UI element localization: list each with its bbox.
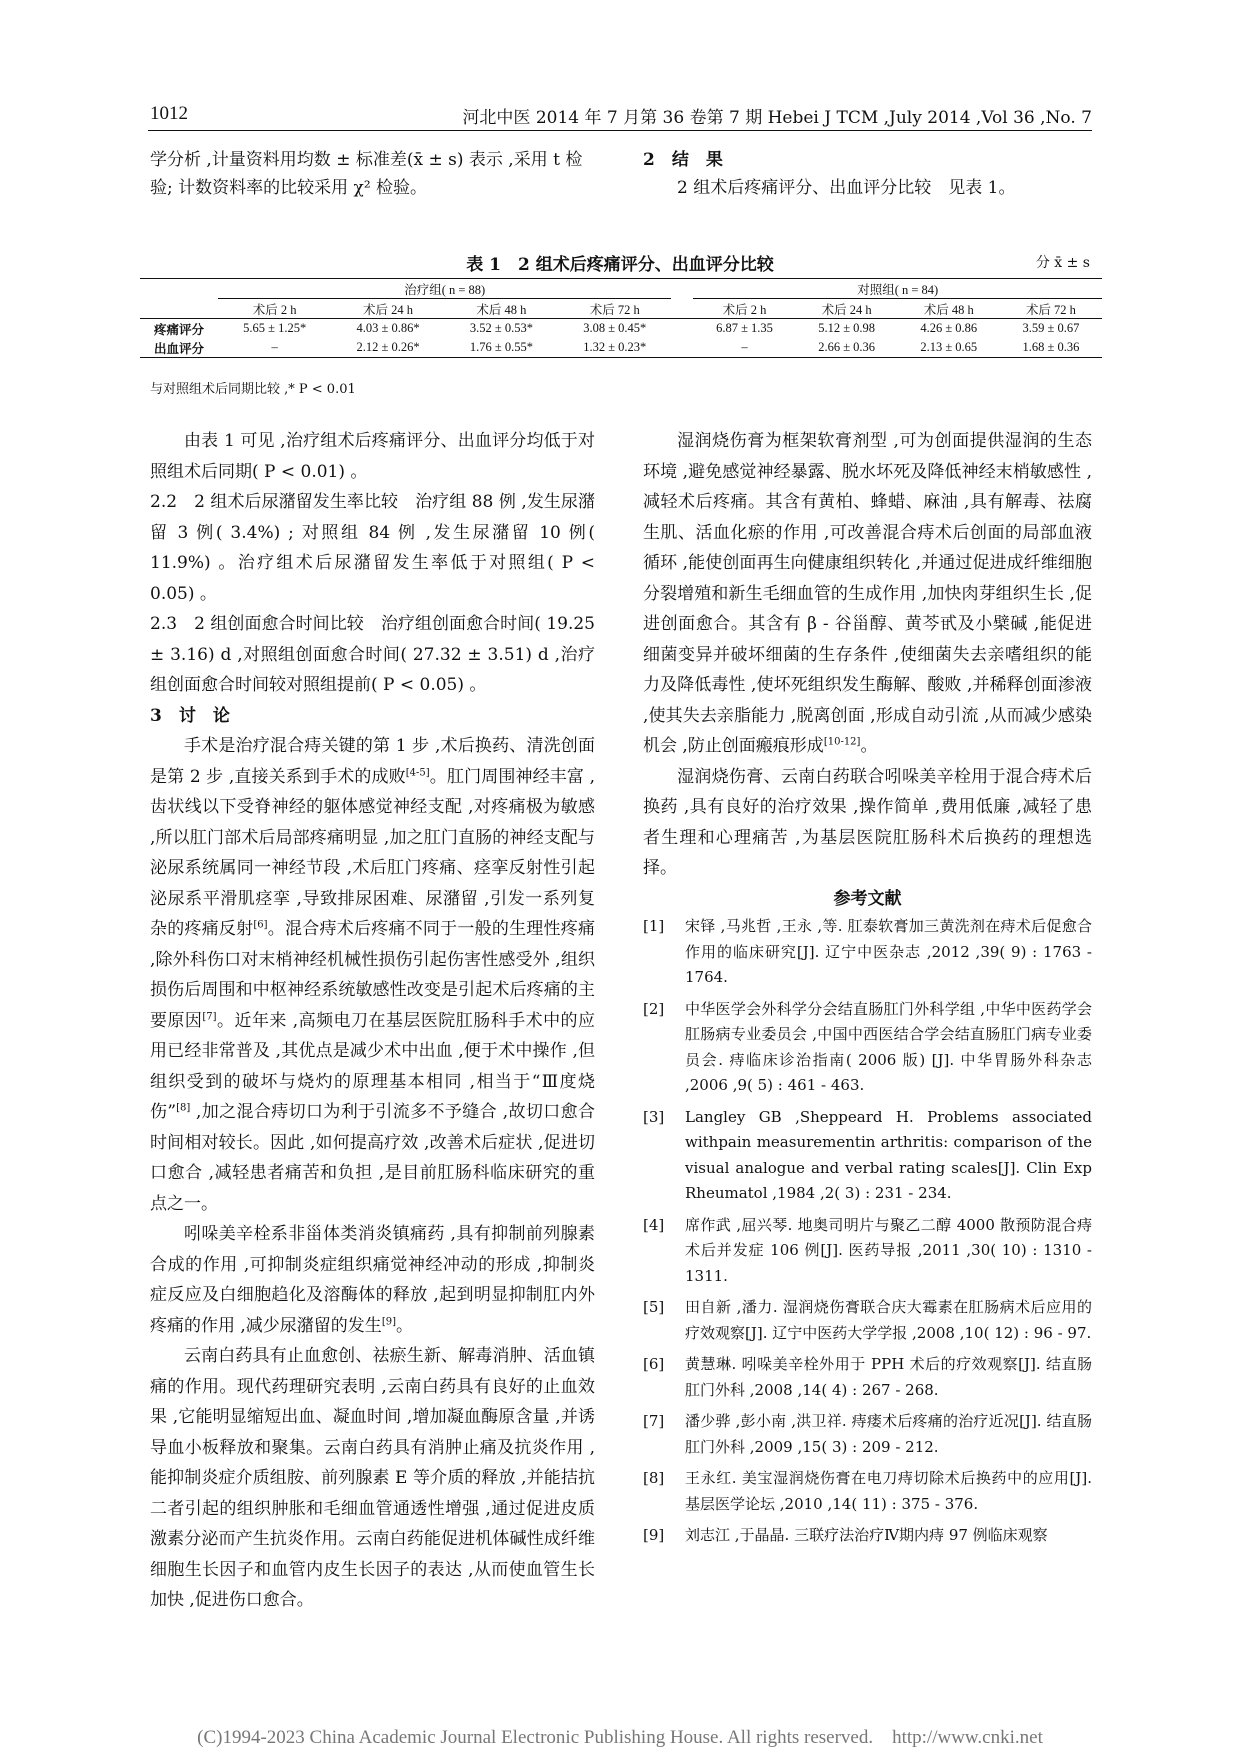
table-cell: 3.59 ± 0.67 <box>1022 321 1080 335</box>
timepoint-header: 术后 24 h <box>796 299 898 319</box>
table-cell: 1.76 ± 0.55* <box>445 338 558 358</box>
citation-mark: [6] <box>253 919 268 931</box>
right-column <box>643 426 1092 1555</box>
timepoint-header: 术后 48 h <box>898 299 1000 319</box>
group-gap-cell <box>671 279 693 299</box>
reference-item <box>643 1105 1092 1207</box>
reference-number: [6] <box>643 1355 665 1373</box>
table-row-pain <box>140 319 1102 339</box>
reference-number: [7] <box>643 1412 665 1430</box>
timepoint-header: 术后 24 h <box>331 299 444 319</box>
group-header-treatment: 治疗组( n = 88) <box>218 279 671 299</box>
table-cell: 4.26 ± 0.86 <box>920 321 978 335</box>
table-cell: 3.52 ± 0.53* <box>469 321 533 335</box>
timepoint-header: 术后 48 h <box>445 299 558 319</box>
reference-item <box>643 1295 1092 1346</box>
row-label-bleeding: 出血评分 <box>140 338 218 358</box>
reference-number: [5] <box>643 1298 665 1316</box>
timepoint-header: 术后 2 h <box>218 299 331 319</box>
journal-running-header: 河北中医 2014 年 7 月第 36 卷第 7 期 Hebei J TCM ,July 2014 ,Vol 36 ,No. 7 <box>462 108 1092 128</box>
table-footnote: 与对照组术后同期比较 ,* P < 0.01 <box>150 382 356 397</box>
table-cell: 6.87 ± 1.35 <box>716 321 773 335</box>
table-cell: 5.12 ± 0.98 <box>818 321 876 335</box>
table-cell: – <box>693 338 795 358</box>
table-cell: 1.32 ± 0.23* <box>558 338 671 358</box>
row-gap-cell <box>671 319 693 339</box>
table-group-header-row <box>140 279 1102 299</box>
timepoint-corner-cell <box>140 299 218 319</box>
reference-text: 宋铎 ,马兆哲 ,王永 ,等. 肛泰软膏加三黄洗剂在痔术后促愈合作用的临床研究[J]. 辽宁中医杂志 ,2012 ,39( 9) : 1763 - 1764. <box>685 917 1092 986</box>
reference-text: 刘志江 ,于晶晶. 三联疗法治疗Ⅳ期内痔 97 例临床观察 <box>685 1526 1048 1544</box>
reference-text: 田自新 ,潘力. 湿润烧伤膏联合庆大霉素在肛肠病术后应用的疗效观察[J]. 辽宁中医药大学学报 ,2008 ,10( 12) : 96 - 97. <box>685 1298 1092 1342</box>
row-gap-cell <box>671 338 693 358</box>
citation-mark: [7] <box>202 1010 217 1022</box>
table-cell: 1.68 ± 0.36 <box>1000 338 1102 358</box>
reference-number: [4] <box>643 1215 665 1234</box>
body-paragraph: 手术是治疗混合痔关键的第 1 步 ,术后换药、清洗创面是第 2 步 ,直接关系到手术的成败[4-5]。肛门周围神经丰富 ,齿状线以下受脊神经的躯体感觉神经支配 ,对疼痛极为敏感 ,所以肛门部术后局部疼痛明显 ,加之肛门直肠的神经支配与泌尿系统属同一神经节段 ,术后肛门疼痛、痉挛反射性引起泌尿系平滑肌痉挛 ,导致排尿困难、尿潴留 ,引发一系列复杂的疼痛反射[6]。混合痔术后疼痛不同于一般的生理性疼痛 ,除外科伤口对末梢神经机械性损伤引起伤害性感受外 ,组织损伤后周围和中枢神经系统敏感性改变是引起术后疼痛的主要原因[7]。近年来 ,高频电刀在基层医院肛肠科手术中的应用已经非常普及 ,其优点是减少术中出血 ,便于术中操作 ,但组织受到的破坏与烧灼的原理基本相同 ,相当于“Ⅲ度烧伤”[8] ,加之混合痔切口为利于引流多不予缝合 ,故切口愈合时间相对较长。因此 ,如何提高疗效 ,改善术后症状 ,促进切口愈合 ,减轻患者痛苦和负担 ,是目前肛肠科临床研究的重点之一。 <box>150 736 596 1214</box>
body-paragraph: 由表 1 可见 ,治疗组术后疼痛评分、出血评分均低于对照组术后同期( P < 0.01) 。 <box>150 431 595 482</box>
group-header-control: 对照组( n = 84) <box>693 279 1102 299</box>
results-intro-line: 2 组术后疼痛评分、出血评分比较 见表 1。 <box>677 178 1016 198</box>
table-corner-cell <box>140 279 218 299</box>
top-left-line-1: 学分析 ,计量资料用均数 ± 标准差(x̄ ± s) 表示 ,采用 t 检 <box>150 150 583 170</box>
timepoint-header: 术后 2 h <box>693 299 795 319</box>
reference-item <box>643 1213 1092 1290</box>
citation-mark: [4-5] <box>405 766 430 778</box>
page-number: 1012 <box>150 103 188 124</box>
top-left-line-2: 验; 计数资料率的比较采用 χ² 检验。 <box>150 178 428 198</box>
table-title: 表 1 2 组术后疼痛评分、出血评分比较 <box>466 255 774 275</box>
table-cell: 2.12 ± 0.26* <box>331 338 444 358</box>
table-cell: 4.03 ± 0.86* <box>356 321 420 335</box>
table-cell: 3.08 ± 0.45* <box>583 321 647 335</box>
reference-text: Langley GB ,Sheppeard H. Problems associated withpain measurementin arthritis: comparison of the visual analogue and verbal rating scales[J]. Clin Exp Rheumatol ,1984 ,2( 3) : 231 - 234. <box>685 1107 1092 1202</box>
body-paragraph: 云南白药具有止血愈创、祛瘀生新、解毒消肿、活血镇痛的作用。现代药理研究表明 ,云南白药具有良好的止血效果 ,它能明显缩短出血、凝血时间 ,增加凝血酶原含量 ,并诱导血小板释放和聚集。云南白药具有消肿止痛及抗炎作用 ,能抑制炎症介质组胺、前列腺素 E 等介质的释放 ,并能拮抗二者引起的组织肿胀和毛细血管通透性增强 ,通过促进皮质激素分泌而产生抗炎作用。云南白药能促进机体碱性成纤维细胞生长因子和血管内皮生长因子的表达 ,从而使血管生长加快 ,促进伤口愈合。 <box>150 1346 595 1610</box>
reference-text: 黄慧琳. 吲哚美辛栓外用于 PPH 术后的疗效观察[J]. 结直肠肛门外科 ,2008 ,14( 4) : 267 - 268. <box>685 1355 1092 1399</box>
references-heading: 参考文献 <box>833 888 902 909</box>
reference-item <box>643 997 1092 1099</box>
section-heading: 3 讨 论 <box>150 705 230 726</box>
table-cell: 2.66 ± 0.36 <box>796 338 898 358</box>
reference-number: [1] <box>643 917 665 935</box>
row-label-pain: 疼痛评分 <box>153 322 204 337</box>
table-cell: – <box>218 338 331 358</box>
results-table <box>140 278 1102 358</box>
reference-item <box>643 1409 1092 1460</box>
reference-item <box>643 1466 1092 1517</box>
reference-number: [2] <box>643 999 665 1018</box>
table-cell: 2.13 ± 0.65 <box>898 338 1000 358</box>
body-paragraph: 吲哚美辛栓系非甾体类消炎镇痛药 ,具有抑制前列腺素合成的作用 ,可抑制炎症组织痛觉神经冲动的形成 ,抑制炎症反应及白细胞趋化及溶酶体的释放 ,起到明显抑制肛内外疼痛的作用 ,减少尿潴留的发生[9]。 <box>150 1224 595 1336</box>
top-left-text <box>150 146 595 202</box>
body-paragraph: 湿润烧伤膏为框架软膏剂型 ,可为创面提供湿润的生态环境 ,避免感觉神经暴露、脱水坏死及降低神经末梢敏感性 ,减轻术后疼痛。其含有黄柏、蜂蜡、麻油 ,具有解毒、祛腐生肌、活血化瘀的作用 ,可改善混合痔术后创面的局部血液循环 ,能使创面再生向健康组织转化 ,并通过促进成纤维细胞分裂增殖和新生毛细血管的生成作用 ,加快肉芽组织生长 ,促进创面愈合。其含有 β - 谷甾醇、黄芩甙及小檗碱 ,能促进细菌变异并破坏细菌的生存条件 ,使细菌失去亲嗜组织的能力及降低毒性 ,使坏死组织发生酶解、酸败 ,并稀释创面渗液 ,使其失去亲脂能力 ,脱离创面 ,形成自动引流 ,从而减少感染机会 ,防止创面瘢痕形成[10-12]。 <box>643 431 1092 756</box>
reference-item <box>643 1523 1092 1549</box>
body-paragraph: 湿润烧伤膏、云南白药联合吲哚美辛栓用于混合痔术后换药 ,具有良好的治疗效果 ,操作简单 ,费用低廉 ,减轻了患者生理和心理痛苦 ,为基层医院肛肠科术后换药的理想选择。 <box>643 766 1092 878</box>
reference-text: 席作武 ,屈兴琴. 地奥司明片与聚乙二醇 4000 散预防混合痔术后并发症 106 例[J]. 医药导报 ,2011 ,30( 10) : 1310 - 1311. <box>685 1215 1092 1285</box>
reference-text: 中华医学会外科学分会结直肠肛门外科学组 ,中华中医药学会肛肠病专业委员会 ,中国中西医结合学会结直肠肛门病专业委员会. 痔临床诊治指南( 2006 版) [J]. 中华胃肠外科杂志 ,2006 ,9( 5) : 461 - 463. <box>685 999 1092 1094</box>
timepoint-header: 术后 72 h <box>558 299 671 319</box>
reference-text: 王永红. 美宝湿润烧伤膏在电刀痔切除术后换药中的应用[J]. 基层医学论坛 ,2010 ,14( 11) : 375 - 376. <box>685 1469 1092 1513</box>
reference-item <box>643 1352 1092 1403</box>
header-rule <box>148 130 1092 131</box>
table-row-bleeding <box>140 338 1102 358</box>
table-timepoint-row <box>140 299 1102 319</box>
reference-item <box>643 914 1092 991</box>
body-paragraph: 2.3 2 组创面愈合时间比较 治疗组创面愈合时间( 19.25 ± 3.16) d ,对照组创面愈合时间( 27.32 ± 3.51) d ,治疗组创面愈合时间较对照组提前( P < 0.05) 。 <box>150 614 595 695</box>
results-heading-block <box>643 146 1092 202</box>
citation-mark: [8] <box>176 1102 191 1114</box>
timepoint-gap-cell <box>671 299 693 319</box>
reference-text: 潘少骅 ,彭小南 ,洪卫祥. 痔瘘术后疼痛的治疗近况[J]. 结直肠肛门外科 ,2009 ,15( 3) : 209 - 212. <box>685 1412 1092 1456</box>
results-section-heading: 2 结 果 <box>643 150 723 170</box>
copyright-footer: (C)1994-2023 China Academic Journal Electronic Publishing House. All rights reserved. http://www.cnki.net <box>197 1727 1043 1748</box>
left-column <box>150 426 595 1616</box>
reference-number: [8] <box>643 1469 665 1487</box>
citation-mark: [9] <box>381 1315 396 1327</box>
timepoint-header: 术后 72 h <box>1000 299 1102 319</box>
table-unit: 分 x̄ ± s <box>1035 255 1090 271</box>
reference-number: [9] <box>643 1526 665 1544</box>
reference-number: [3] <box>643 1107 665 1126</box>
body-paragraph: 2.2 2 组术后尿潴留发生率比较 治疗组 88 例 ,发生尿潴留 3 例( 3.4%) ; 对照组 84 例 ,发生尿潴留 10 例( 11.9%) 。治疗组术后尿潴留发生率低于对照组( P < 0.05) 。 <box>150 492 595 604</box>
table-cell: 5.65 ± 1.25* <box>243 321 307 335</box>
citation-mark: [10-12] <box>823 736 861 748</box>
